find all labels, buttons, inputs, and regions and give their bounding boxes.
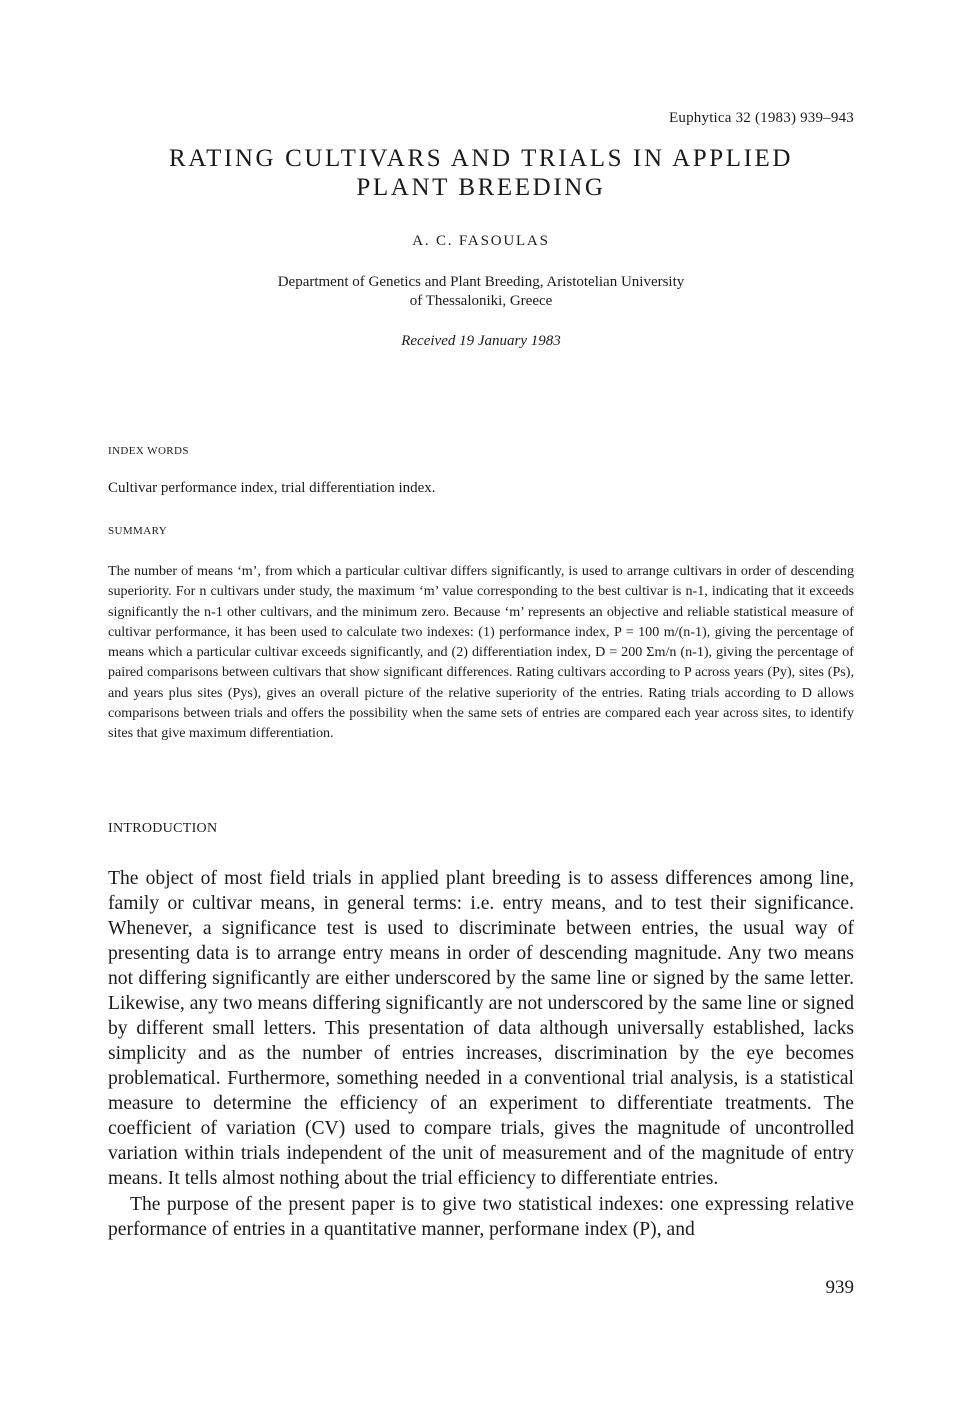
affiliation-line-1: Department of Genetics and Plant Breeding, Aristotelian University: [277, 274, 685, 290]
author-name: A. C. FASOULAS: [412, 233, 550, 249]
title-line-1: RATING CULTIVARS AND TRIALS IN APPLIED: [168, 145, 794, 172]
affiliation: [108, 273, 854, 311]
affiliation-line-2: of Thessaloniki, Greece: [409, 293, 553, 309]
title-line-2: PLANT BREEDING: [356, 174, 606, 201]
summary-text: The number of means ‘m’, from which a particular cultivar differs significantly, is used to arrange cultivars in order of descending superiority. For n cultivars under study, the maximum ‘m’ value corresponding to the best cultivar is n-1, indicating that it exceeds significantly the n-1 other cultivars, and the minimum zero. Because ‘m’ represents an objective and reliable statistical measure of cultivar performance, it has been used to calculate two indexes: (1) performance index, P = 100 m/(n-1), giving the percentage of means which a particular cultivar exceeds significantly, and (2) differentiation index, D = 200 Σm/n (n-1), giving the percentage of paired comparisons between cultivars that show significant differences. Rating cultivars according to P across years (Py), sites (Ps), and years plus sites (Pys), gives an overall picture of the relative superiority of the entries. Rating trials according to D allows comparisons between trials and offers the possibility when the same sets of entries are compared each year across sites, to identify sites that give maximum differentiation.: [108, 563, 854, 742]
summary-heading: SUMMARY: [108, 525, 168, 537]
index-words-heading: INDEX WORDS: [108, 445, 189, 457]
received-date: Received 19 January 1983: [401, 333, 561, 349]
article-title: [108, 144, 854, 202]
introduction-paragraph-2: The purpose of the present paper is to give two statistical indexes: one expressing relative performance of entries in a quantitative manner, performane index (P), and: [108, 1194, 854, 1240]
page-number: 939: [825, 1277, 854, 1298]
introduction-paragraph-1: The object of most field trials in applied plant breeding is to assess differences among line, family or cultivar means, in general terms: i.e. entry means, and to test their significance. Whenever, a significance test is used to discriminate between entries, the usual way of presenting data is to arrange entry means in order of descending magnitude. Any two means not differing significantly are either underscored by the same line or signed by the same letter. Likewise, any two means differing significantly are not underscored by the same line or signed by different small letters. This presentation of data although universally established, lacks simplicity and as the number of entries increases, discrimination by the eye becomes problematical. Furthermore, something needed in a conventional trial analysis, is a statistical measure to determine the efficiency of an experiment to differentiate treatments. The coefficient of variation (CV) used to compare trials, gives the magnitude of uncontrolled variation within trials independent of the unit of measurement and of the magnitude of entry means. It tells almost nothing about the trial efficiency to differentiate entries.: [108, 868, 854, 1189]
introduction-body: [108, 866, 854, 1242]
introduction-heading: INTRODUCTION: [108, 821, 218, 836]
journal-reference: Euphytica 32 (1983) 939–943: [669, 110, 854, 126]
index-words-text: Cultivar performance index, trial differentiation index.: [108, 480, 436, 496]
